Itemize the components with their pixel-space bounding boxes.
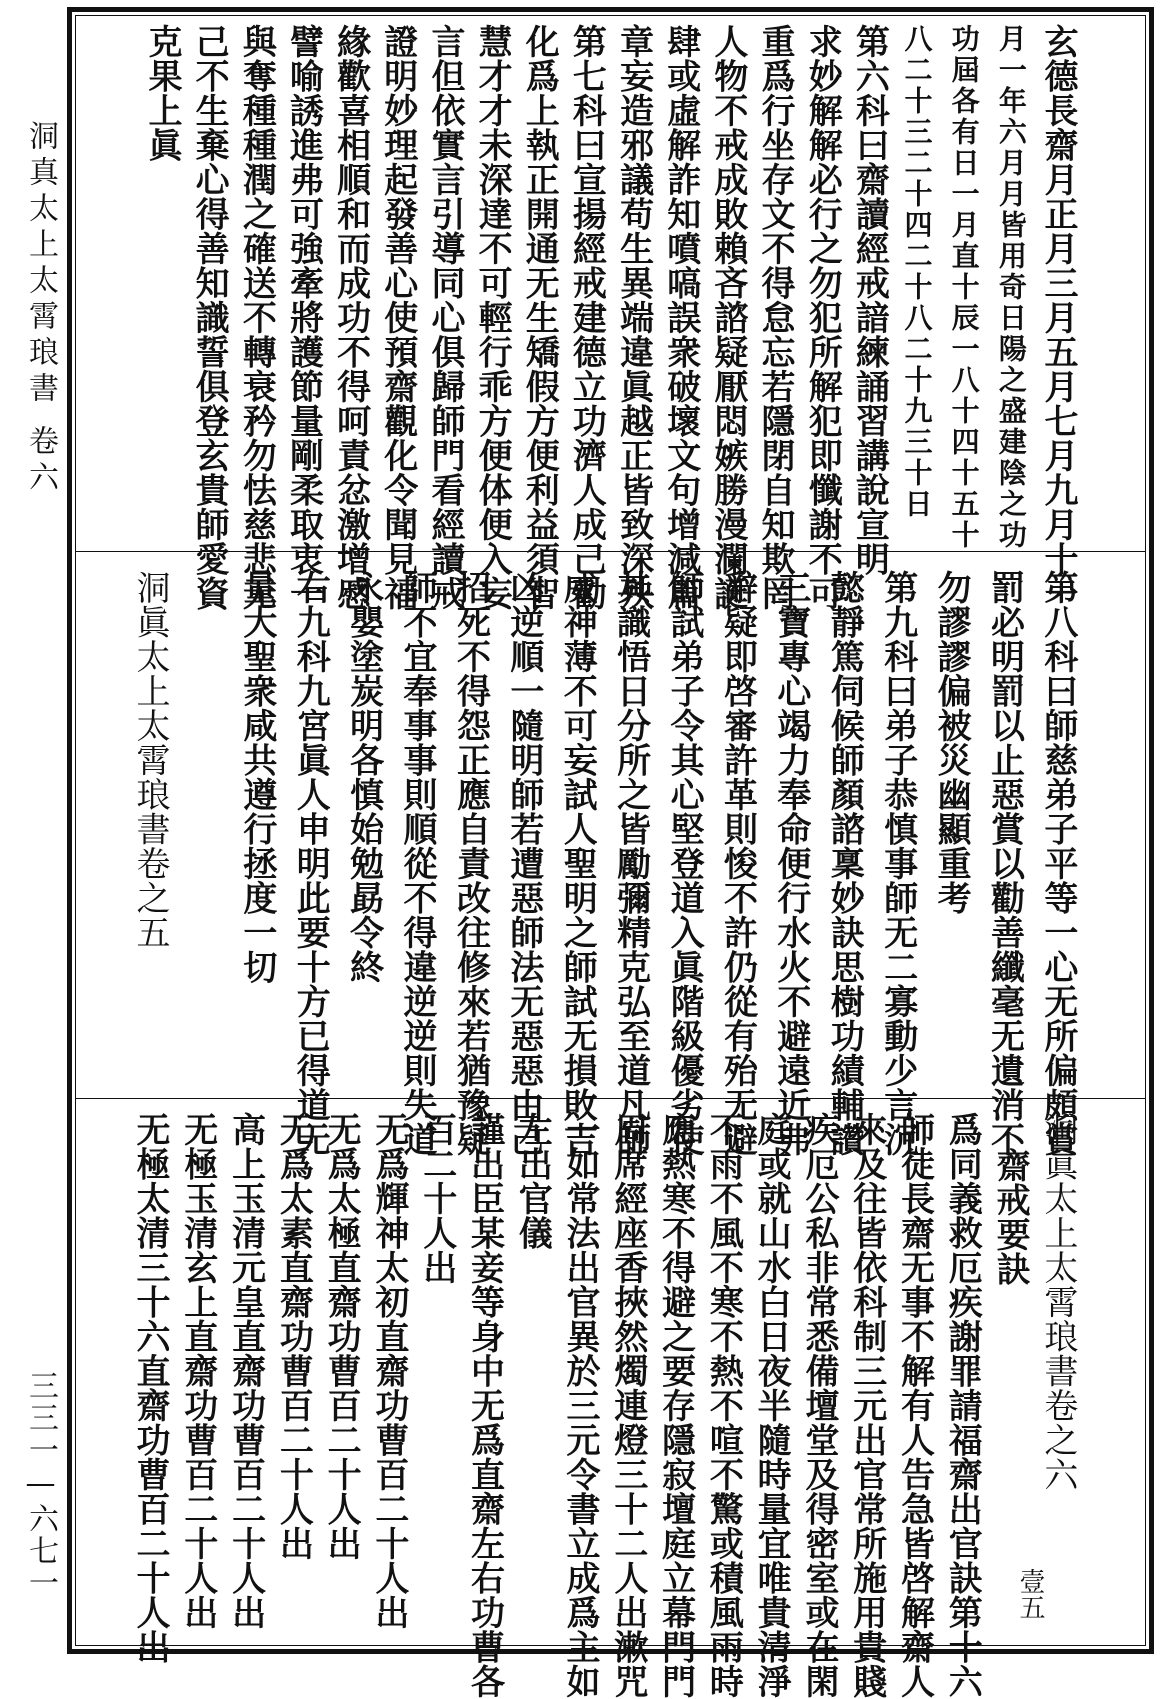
volume-end-title: 洞眞太上太霄琅書卷之五 — [130, 570, 170, 950]
text-column: 高上玉清元皇直齋功曹百二十人出 — [225, 1112, 266, 1630]
text-column: 无極玉清玄上直齋功曹百二十人出 — [177, 1112, 218, 1630]
text-column: 右九科九宮眞人申明此要十方已得道无 — [290, 570, 331, 1157]
text-column: 周席經座香挾然燭連燈三十二人出漱咒 — [607, 1112, 648, 1699]
panel-top — [140, 24, 1080, 611]
text-column: 无爲太素直齋功曹百二十人出 — [273, 1112, 314, 1561]
text-column: 重爲行坐存文不得怠忘若隱閉自知欺罔 — [755, 24, 796, 611]
text-column: 師試弟子令其心堅登道入眞階級優劣使 — [664, 570, 705, 1157]
text-column: 疾厄公私非常悉備壇堂及得密室或在閑 — [798, 1112, 839, 1699]
margin-volume: 卷六 — [23, 425, 58, 497]
text-column: 不雨不風不寒不熱不喧不驚或積風雨時 — [703, 1112, 744, 1699]
text-column: 其識悟日分所之皆勵彌精克弘至道凡師 — [610, 570, 651, 1157]
volume-title: 洞眞太上太霄琅書卷之六 — [1037, 1112, 1078, 1492]
text-column: 无爲太極直齋功曹百二十人出 — [321, 1112, 362, 1561]
text-column: 謹出臣某妾等身中无爲直齋左右功曹各 — [464, 1112, 505, 1699]
text-column: 一如常法出官異於三元令書立成爲主如 — [560, 1112, 601, 1699]
text-column: 爲同義救厄疾謝罪請福齋出官訣第十六 — [942, 1112, 983, 1699]
text-column: 无爲輝神太初直齋功曹百二十人出 — [368, 1112, 409, 1630]
text-column: 三寶專心竭力奉命便行水火不避遠近弗 — [770, 570, 811, 1157]
text-column: 證明妙理起發善心使預齋觀化令聞見福 — [377, 24, 418, 611]
text-column: 勿謬謬偏被災幽顯重考 — [931, 570, 972, 915]
text-column: 无極太清三十六直齋功曹百二十人出 — [130, 1112, 170, 1664]
text-column: 人物不戒成敗賴吝諮疑厭悶嫉勝漫瀾誕 — [707, 24, 748, 611]
text-column: 功屆各有日一月直十辰一八十四十五十 — [947, 24, 981, 551]
panel-middle — [128, 570, 1080, 1157]
text-column: 辭疑即啓審許革則悛不許仍從有殆无避 — [717, 570, 758, 1157]
text-column: 庭或就山水白日夜半隨時量宜唯貴清淨 — [751, 1112, 792, 1699]
text-column: 月一年六月月皆用奇日陽之盛建陰之功 — [994, 24, 1028, 551]
text-column: 師不宜奉事事則順從不得違逆逆則失道 — [397, 570, 438, 1157]
text-column: 來及往皆依科制三元出官常所施用貴賤 — [846, 1112, 887, 1699]
text-column: 師徒長齋无事不解有人告急皆啓解齋人 — [894, 1112, 935, 1699]
text-column: 懿靜篤伺候師顏諮稟妙訣思樹功績輔讚 — [824, 570, 865, 1157]
text-column: 化爲上執正開通无生矯假方便利益須智 — [519, 24, 560, 611]
text-column: 第六科曰齋讀經戒諳練誦習講說宣明 — [849, 24, 890, 576]
text-column: 言但依實言引導同心俱歸師門看經讀戒 — [424, 24, 465, 611]
text-column: 凶逆順一隨明師若遭惡師法无惡惡由己 — [503, 570, 544, 1157]
text-column: 克果上眞 — [142, 24, 182, 162]
text-column: 求妙解解必行之勿犯所解犯即懺謝不可 — [802, 24, 843, 611]
text-column: 己不生棄心得善知識誓俱登玄貴師愛資 — [189, 24, 230, 611]
text-column: 章妄造邪議苟生異端違眞越正皆致深殃 — [613, 24, 654, 611]
text-column: 玄德長齋月正月三月五月七月九月十一 — [1037, 24, 1078, 611]
text-column: 應熱寒不得避之要存隱寂壇庭立幕門門 — [655, 1112, 696, 1699]
text-column: 與奪種種潤之確送不轉衰矜勿怯慈悲无 — [236, 24, 277, 611]
page-tag: 壹五 — [1015, 1568, 1045, 1620]
text-column: 左出官儀 — [512, 1112, 553, 1250]
section-heading: 齋戒要訣 — [990, 1148, 1031, 1286]
text-column: 百二十人出 — [416, 1112, 457, 1285]
margin-book-title: 洞真太上太霄琅書 — [23, 120, 58, 408]
text-column: 罰必明罰以止惡賞以勸善纖毫无遺消不 — [984, 570, 1025, 1157]
panel-bottom — [128, 1112, 1080, 1699]
text-column: 招死不得怨正應自責改往修來若猶豫疑 — [450, 570, 491, 1157]
text-column: 緣歡喜相順和而成功不得呵責忿激增慼 — [330, 24, 371, 611]
text-column: 第八科曰師慈弟子平等一心无所偏頗賞 — [1037, 570, 1078, 1157]
text-column: 慧才才未深達不可輕行乖方便体便入妄 — [472, 24, 513, 611]
text-column: 永嬰塗炭明各慎始勉勗令終 — [343, 570, 384, 984]
text-column: 八二十三二十四二十八二十九三十日 — [900, 24, 934, 520]
text-column: 譬喻誘進弗可強牽將護節量剛柔取衷一 — [283, 24, 324, 611]
text-column: 第九科曰弟子恭慎事師无二寡動少言沉 — [877, 570, 918, 1157]
margin-page-number: 三三一—六七一 — [23, 1370, 58, 1599]
text-column: 第七科曰宣揚經戒建德立功濟人成己勸 — [566, 24, 607, 611]
text-column: 肆或虛解詐知噴嗃誤衆破壞文句增減篇 — [660, 24, 701, 611]
text-column: 威神薄不可妄試人聖明之師試无損敗吉 — [557, 570, 598, 1157]
text-column: 量大聖衆咸共遵行拯度一切 — [236, 570, 277, 984]
